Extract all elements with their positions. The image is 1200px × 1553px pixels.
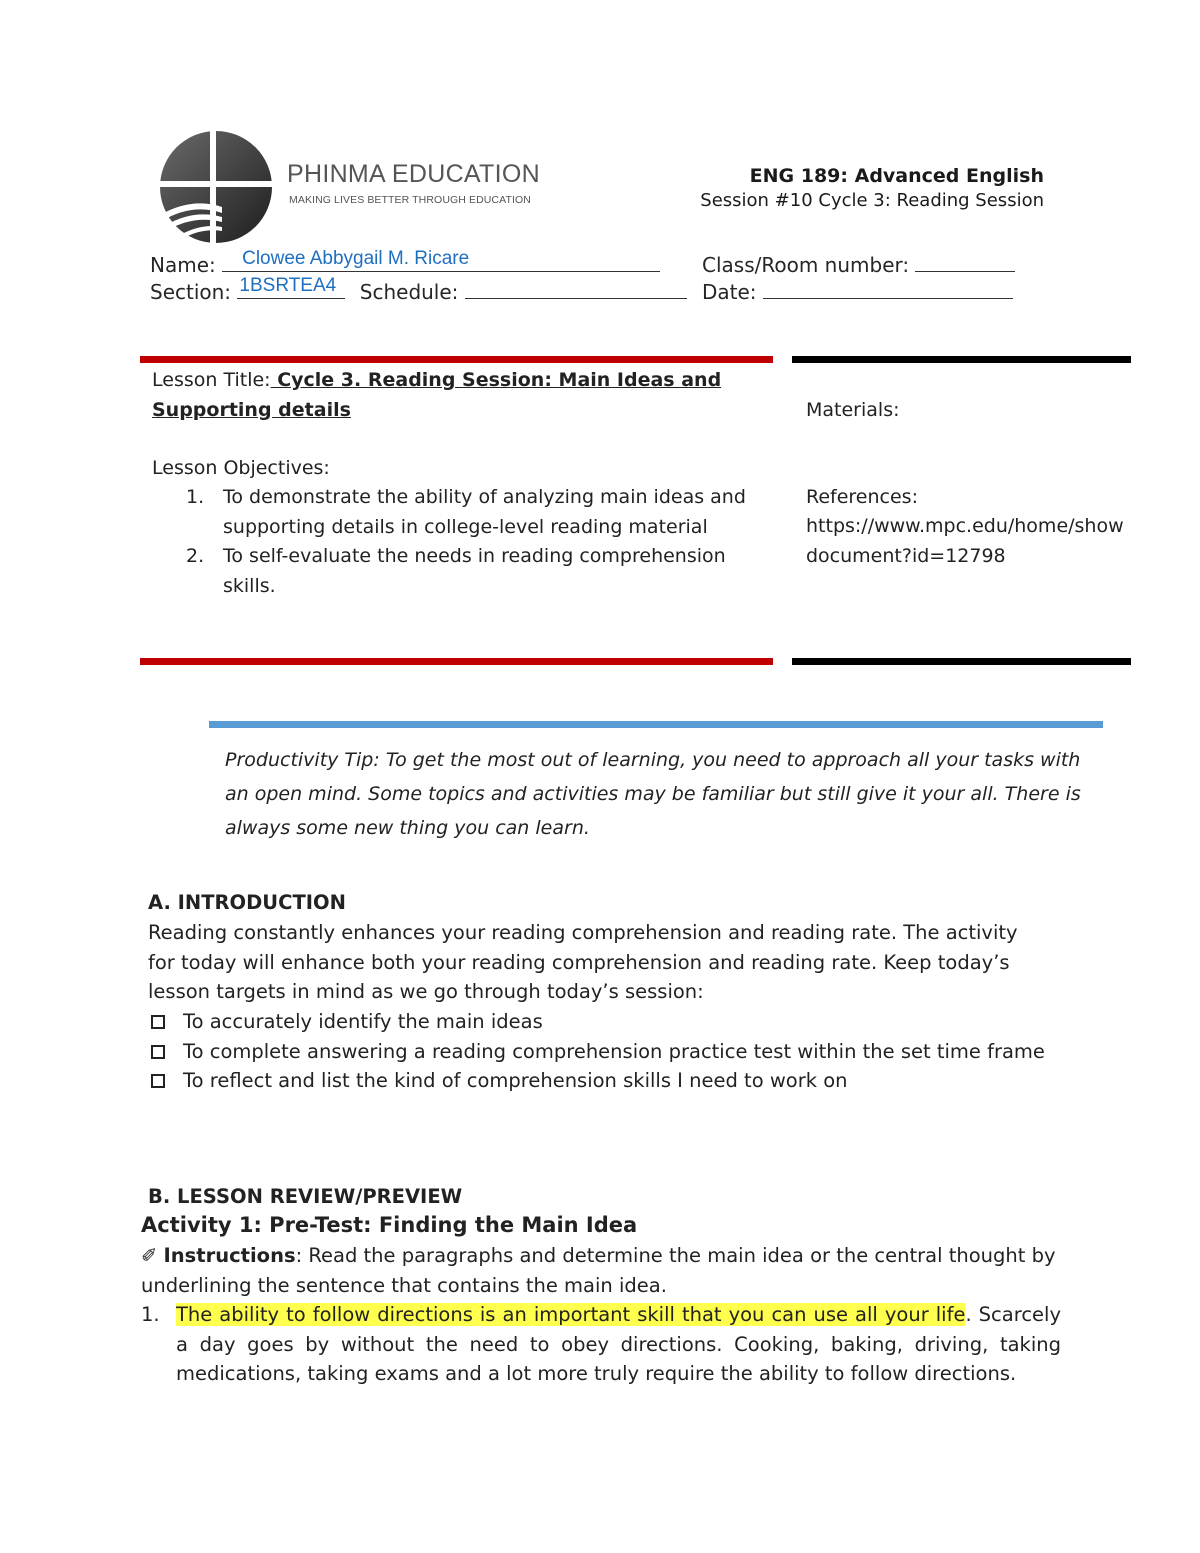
schedule-input[interactable] (465, 279, 687, 299)
class-room-input[interactable] (915, 252, 1015, 272)
lesson-title-value: Cycle 3. Reading Session: Main Ideas and Supporting details (152, 369, 722, 421)
black-bottom-bar (792, 658, 1131, 665)
name-value: Clowee Abbygail M. Ricare (242, 248, 470, 269)
introduction-text: Reading constantly enhances your reading comprehension and reading rate. The activity for today will enhance both your reading comprehension and reading rate. Keep today’s lesson targets in mind as we go through today’s session: (148, 921, 1018, 1003)
schedule-label: Schedule: (359, 280, 459, 304)
red-top-bar (140, 356, 773, 363)
section-input[interactable] (237, 275, 345, 299)
lesson-title (152, 366, 752, 425)
class-room-label: Class/Room number: (702, 253, 910, 277)
list-item: To reflect and list the kind of comprehension skills I need to work on (148, 1066, 1048, 1096)
instructions-text: : Read the paragraphs and determine the main idea or the central thought by underlining the sentence that contains the main idea. (141, 1244, 1056, 1297)
paragraph-item (141, 1300, 1061, 1389)
pencil-icon: ✐ (141, 1244, 158, 1267)
materials-label: Materials: (806, 399, 900, 421)
tip-bar (209, 721, 1103, 728)
name-label: Name: (150, 253, 216, 277)
references-label: References: (806, 486, 918, 508)
course-session: Session #10 Cycle 3: Reading Session (700, 190, 1044, 211)
class-room-field (702, 252, 1015, 277)
section-value: 1BSRTEA4 (239, 275, 337, 296)
list-item: To accurately identify the main ideas (148, 1007, 1048, 1037)
red-bottom-bar (140, 658, 773, 665)
section-field (150, 275, 687, 304)
lesson-targets-list (148, 1007, 1048, 1096)
references-link[interactable]: https://www.mpc.edu/home/showdocument?id=12798 (806, 515, 1124, 567)
course-title: ENG 189: Advanced English (749, 165, 1044, 187)
activity-title: Activity 1: Pre-Test: Finding the Main Idea (141, 1213, 638, 1237)
introduction-heading: A. INTRODUCTION (148, 891, 346, 914)
checkbox[interactable] (151, 1074, 165, 1088)
date-label: Date: (702, 280, 757, 304)
item-rest: . Scarcely a day goes by without the need to obey directions. Cooking, baking, driving, taking medications, taking exams and a lot more truly require the ability to follow directions. (176, 1303, 1061, 1385)
productivity-tip: Productivity Tip: To get the most out of learning, you need to approach all your tasks with an open mind. Some topics and activities may be familiar but still give it your all. There is always some new thing you can learn. (225, 749, 1081, 839)
logo-wordmark: PHINMA EDUCATION (287, 160, 540, 188)
objectives-list (186, 483, 766, 601)
item-paragraph (176, 1300, 1061, 1389)
date-field (702, 279, 1013, 304)
list-item: To complete answering a reading comprehension practice test within the set time frame (148, 1037, 1048, 1067)
instructions-label: Instructions (163, 1244, 296, 1267)
section-label: Section: (150, 280, 232, 304)
date-input[interactable] (763, 279, 1013, 299)
lesson-title-label: Lesson Title: (152, 369, 271, 391)
list-item: 2. To self-evaluate the needs in reading comprehension skills. (186, 545, 726, 597)
name-input[interactable] (222, 248, 660, 272)
phinma-logo-icon (152, 127, 277, 245)
objectives-label: Lesson Objectives: (152, 457, 330, 479)
checkbox[interactable] (151, 1015, 165, 1029)
black-top-bar (792, 356, 1131, 363)
logo-tagline: MAKING LIVES BETTER THROUGH EDUCATION (289, 194, 531, 206)
item-number: 1. (141, 1303, 160, 1326)
highlighted-main-idea: The ability to follow directions is an important skill that you can use all your life (176, 1303, 966, 1326)
checkbox[interactable] (151, 1045, 165, 1059)
list-item: 1. To demonstrate the ability of analyzing main ideas and supporting details in college-level reading material (186, 486, 746, 538)
instructions (141, 1241, 1061, 1300)
name-field (150, 248, 660, 277)
review-heading: B. LESSON REVIEW/PREVIEW (148, 1185, 463, 1208)
